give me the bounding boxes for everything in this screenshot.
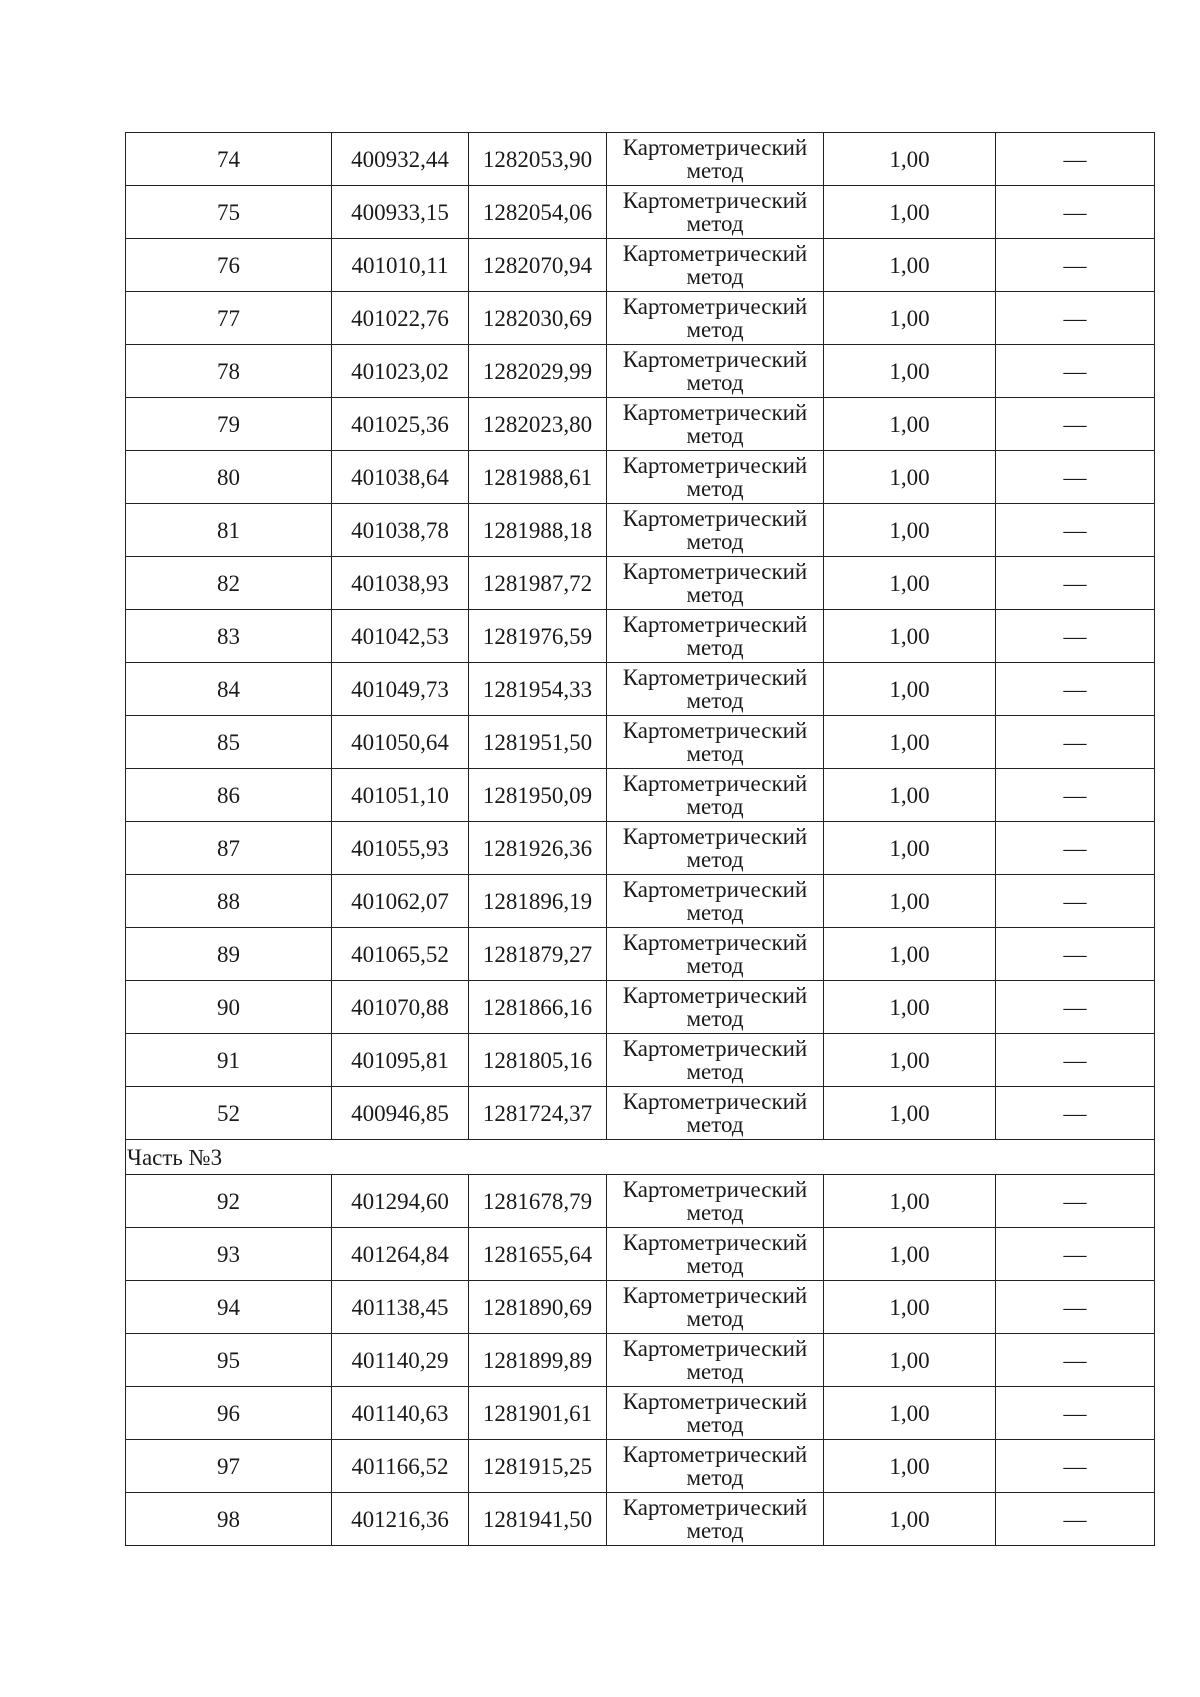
- point-number-cell: 92: [126, 1175, 332, 1228]
- point-number-cell: 84: [126, 663, 332, 716]
- table-row: [126, 1087, 1155, 1140]
- description-cell: —: [996, 1493, 1155, 1546]
- method-line-2: метод: [686, 158, 744, 183]
- method-line-1: Картометрический: [622, 400, 808, 425]
- method-line-2: метод: [686, 1412, 744, 1437]
- description-cell: —: [996, 1440, 1155, 1493]
- y-coordinate-cell: 1282053,90: [469, 133, 607, 186]
- method-line-1: Картометрический: [622, 930, 808, 955]
- method-cell: [607, 610, 824, 663]
- method-line-2: метод: [686, 582, 744, 607]
- description-cell: —: [996, 1087, 1155, 1140]
- method-line-2: метод: [686, 794, 744, 819]
- method-line-1: Картометрический: [622, 1336, 808, 1361]
- y-coordinate-cell: 1281988,18: [469, 504, 607, 557]
- method-line-2: метод: [686, 370, 744, 395]
- table-row: [126, 504, 1155, 557]
- y-coordinate-cell: 1281901,61: [469, 1387, 607, 1440]
- description-cell: —: [996, 1175, 1155, 1228]
- method-cell: [607, 981, 824, 1034]
- y-coordinate-cell: 1281988,61: [469, 451, 607, 504]
- precision-cell: 1,00: [824, 1334, 996, 1387]
- description-cell: —: [996, 239, 1155, 292]
- table-row: [126, 1334, 1155, 1387]
- x-coordinate-cell: 401095,81: [332, 1034, 469, 1087]
- method-line-1: Картометрический: [622, 718, 808, 743]
- description-cell: —: [996, 133, 1155, 186]
- table-row: [126, 1493, 1155, 1546]
- x-coordinate-cell: 401062,07: [332, 875, 469, 928]
- y-coordinate-cell: 1281890,69: [469, 1281, 607, 1334]
- x-coordinate-cell: 400932,44: [332, 133, 469, 186]
- table-row: [126, 981, 1155, 1034]
- method-line-1: Картометрический: [622, 135, 808, 160]
- coordinates-table-body: [126, 133, 1155, 1546]
- y-coordinate-cell: 1281951,50: [469, 716, 607, 769]
- method-line-2: метод: [686, 317, 744, 342]
- method-line-2: метод: [686, 688, 744, 713]
- method-line-2: метод: [686, 264, 744, 289]
- point-number-cell: 83: [126, 610, 332, 663]
- description-cell: —: [996, 1228, 1155, 1281]
- description-cell: —: [996, 769, 1155, 822]
- y-coordinate-cell: 1281899,89: [469, 1334, 607, 1387]
- x-coordinate-cell: 401055,93: [332, 822, 469, 875]
- method-cell: [607, 186, 824, 239]
- y-coordinate-cell: 1281805,16: [469, 1034, 607, 1087]
- method-line-1: Картометрический: [622, 824, 808, 849]
- table-row: [126, 345, 1155, 398]
- description-cell: —: [996, 610, 1155, 663]
- point-number-cell: 78: [126, 345, 332, 398]
- method-cell: [607, 292, 824, 345]
- table-row: [126, 769, 1155, 822]
- y-coordinate-cell: 1281879,27: [469, 928, 607, 981]
- method-cell: [607, 1175, 824, 1228]
- x-coordinate-cell: 401038,78: [332, 504, 469, 557]
- point-number-cell: 91: [126, 1034, 332, 1087]
- method-line-2: метод: [686, 900, 744, 925]
- method-line-1: Картометрический: [622, 559, 808, 584]
- x-coordinate-cell: 401025,36: [332, 398, 469, 451]
- description-cell: —: [996, 875, 1155, 928]
- point-number-cell: 74: [126, 133, 332, 186]
- table-row: [126, 1034, 1155, 1087]
- method-line-2: метод: [686, 741, 744, 766]
- table-row: [126, 292, 1155, 345]
- description-cell: —: [996, 981, 1155, 1034]
- method-cell: [607, 345, 824, 398]
- y-coordinate-cell: 1281915,25: [469, 1440, 607, 1493]
- x-coordinate-cell: 401022,76: [332, 292, 469, 345]
- description-cell: —: [996, 504, 1155, 557]
- method-line-1: Картометрический: [622, 771, 808, 796]
- method-line-1: Картометрический: [622, 1089, 808, 1114]
- point-number-cell: 81: [126, 504, 332, 557]
- method-cell: [607, 239, 824, 292]
- precision-cell: 1,00: [824, 1087, 996, 1140]
- point-number-cell: 85: [126, 716, 332, 769]
- method-line-2: метод: [686, 1059, 744, 1084]
- method-line-2: метод: [686, 476, 744, 501]
- precision-cell: 1,00: [824, 1228, 996, 1281]
- x-coordinate-cell: 401138,45: [332, 1281, 469, 1334]
- method-cell: [607, 1440, 824, 1493]
- y-coordinate-cell: 1281655,64: [469, 1228, 607, 1281]
- x-coordinate-cell: 401049,73: [332, 663, 469, 716]
- method-line-2: метод: [686, 529, 744, 554]
- x-coordinate-cell: 401070,88: [332, 981, 469, 1034]
- method-line-1: Картометрический: [622, 1389, 808, 1414]
- description-cell: —: [996, 186, 1155, 239]
- description-cell: —: [996, 928, 1155, 981]
- x-coordinate-cell: 400946,85: [332, 1087, 469, 1140]
- precision-cell: 1,00: [824, 239, 996, 292]
- precision-cell: 1,00: [824, 663, 996, 716]
- precision-cell: 1,00: [824, 769, 996, 822]
- point-number-cell: 97: [126, 1440, 332, 1493]
- point-number-cell: 79: [126, 398, 332, 451]
- point-number-cell: 87: [126, 822, 332, 875]
- description-cell: —: [996, 1334, 1155, 1387]
- x-coordinate-cell: 400933,15: [332, 186, 469, 239]
- description-cell: —: [996, 398, 1155, 451]
- method-line-1: Картометрический: [622, 1495, 808, 1520]
- point-number-cell: 88: [126, 875, 332, 928]
- method-line-1: Картометрический: [622, 1442, 808, 1467]
- x-coordinate-cell: 401140,63: [332, 1387, 469, 1440]
- y-coordinate-cell: 1281976,59: [469, 610, 607, 663]
- description-cell: —: [996, 663, 1155, 716]
- point-number-cell: 77: [126, 292, 332, 345]
- method-cell: [607, 1034, 824, 1087]
- precision-cell: 1,00: [824, 398, 996, 451]
- method-cell: [607, 822, 824, 875]
- x-coordinate-cell: 401042,53: [332, 610, 469, 663]
- precision-cell: 1,00: [824, 1493, 996, 1546]
- method-line-1: Картометрический: [622, 506, 808, 531]
- method-line-1: Картометрический: [622, 347, 808, 372]
- description-cell: —: [996, 716, 1155, 769]
- x-coordinate-cell: 401023,02: [332, 345, 469, 398]
- y-coordinate-cell: 1281866,16: [469, 981, 607, 1034]
- y-coordinate-cell: 1281926,36: [469, 822, 607, 875]
- point-number-cell: 86: [126, 769, 332, 822]
- y-coordinate-cell: 1281678,79: [469, 1175, 607, 1228]
- precision-cell: 1,00: [824, 1175, 996, 1228]
- table-row: [126, 663, 1155, 716]
- method-line-1: Картометрический: [622, 294, 808, 319]
- precision-cell: 1,00: [824, 504, 996, 557]
- precision-cell: 1,00: [824, 1387, 996, 1440]
- precision-cell: 1,00: [824, 981, 996, 1034]
- x-coordinate-cell: 401038,64: [332, 451, 469, 504]
- table-row: [126, 1228, 1155, 1281]
- method-line-1: Картометрический: [622, 1177, 808, 1202]
- method-line-2: метод: [686, 1006, 744, 1031]
- table-row: [126, 1175, 1155, 1228]
- method-line-1: Картометрический: [622, 983, 808, 1008]
- precision-cell: 1,00: [824, 610, 996, 663]
- table-row: [126, 1387, 1155, 1440]
- point-number-cell: 93: [126, 1228, 332, 1281]
- x-coordinate-cell: 401140,29: [332, 1334, 469, 1387]
- point-number-cell: 89: [126, 928, 332, 981]
- section-header-row: [126, 1140, 1155, 1175]
- x-coordinate-cell: 401051,10: [332, 769, 469, 822]
- method-line-1: Картометрический: [622, 1283, 808, 1308]
- point-number-cell: 96: [126, 1387, 332, 1440]
- method-cell: [607, 1281, 824, 1334]
- precision-cell: 1,00: [824, 451, 996, 504]
- method-line-1: Картометрический: [622, 612, 808, 637]
- table-row: [126, 186, 1155, 239]
- method-line-2: метод: [686, 1112, 744, 1137]
- point-number-cell: 90: [126, 981, 332, 1034]
- precision-cell: 1,00: [824, 928, 996, 981]
- method-cell: [607, 875, 824, 928]
- section-label: Часть №3: [126, 1140, 1155, 1175]
- point-number-cell: 94: [126, 1281, 332, 1334]
- x-coordinate-cell: 401038,93: [332, 557, 469, 610]
- table-row: [126, 1440, 1155, 1493]
- description-cell: —: [996, 451, 1155, 504]
- y-coordinate-cell: 1281941,50: [469, 1493, 607, 1546]
- method-line-2: метод: [686, 1253, 744, 1278]
- point-number-cell: 75: [126, 186, 332, 239]
- y-coordinate-cell: 1281950,09: [469, 769, 607, 822]
- method-line-1: Картометрический: [622, 453, 808, 478]
- table-row: [126, 239, 1155, 292]
- table-row: [126, 875, 1155, 928]
- precision-cell: 1,00: [824, 1281, 996, 1334]
- description-cell: —: [996, 345, 1155, 398]
- table-row: [126, 928, 1155, 981]
- point-number-cell: 98: [126, 1493, 332, 1546]
- y-coordinate-cell: 1281954,33: [469, 663, 607, 716]
- table-row: [126, 1281, 1155, 1334]
- method-cell: [607, 1228, 824, 1281]
- x-coordinate-cell: 401264,84: [332, 1228, 469, 1281]
- table-row: [126, 133, 1155, 186]
- description-cell: —: [996, 822, 1155, 875]
- method-line-2: метод: [686, 1359, 744, 1384]
- precision-cell: 1,00: [824, 1440, 996, 1493]
- description-cell: —: [996, 292, 1155, 345]
- description-cell: —: [996, 1034, 1155, 1087]
- method-line-2: метод: [686, 211, 744, 236]
- method-cell: [607, 1087, 824, 1140]
- precision-cell: 1,00: [824, 186, 996, 239]
- table-row: [126, 822, 1155, 875]
- precision-cell: 1,00: [824, 345, 996, 398]
- precision-cell: 1,00: [824, 557, 996, 610]
- x-coordinate-cell: 401050,64: [332, 716, 469, 769]
- method-line-1: Картометрический: [622, 665, 808, 690]
- y-coordinate-cell: 1282070,94: [469, 239, 607, 292]
- precision-cell: 1,00: [824, 716, 996, 769]
- y-coordinate-cell: 1281987,72: [469, 557, 607, 610]
- method-line-2: метод: [686, 1465, 744, 1490]
- y-coordinate-cell: 1281724,37: [469, 1087, 607, 1140]
- y-coordinate-cell: 1282029,99: [469, 345, 607, 398]
- point-number-cell: 76: [126, 239, 332, 292]
- method-cell: [607, 451, 824, 504]
- precision-cell: 1,00: [824, 822, 996, 875]
- method-line-1: Картометрический: [622, 1230, 808, 1255]
- method-cell: [607, 716, 824, 769]
- method-cell: [607, 769, 824, 822]
- method-line-1: Картометрический: [622, 241, 808, 266]
- y-coordinate-cell: 1282023,80: [469, 398, 607, 451]
- method-cell: [607, 504, 824, 557]
- method-cell: [607, 1493, 824, 1546]
- method-cell: [607, 557, 824, 610]
- x-coordinate-cell: 401216,36: [332, 1493, 469, 1546]
- method-cell: [607, 1387, 824, 1440]
- method-line-2: метод: [686, 847, 744, 872]
- x-coordinate-cell: 401010,11: [332, 239, 469, 292]
- table-row: [126, 451, 1155, 504]
- description-cell: —: [996, 1281, 1155, 1334]
- table-row: [126, 716, 1155, 769]
- precision-cell: 1,00: [824, 1034, 996, 1087]
- method-line-1: Картометрический: [622, 877, 808, 902]
- method-cell: [607, 133, 824, 186]
- table-row: [126, 557, 1155, 610]
- point-number-cell: 80: [126, 451, 332, 504]
- method-cell: [607, 928, 824, 981]
- method-cell: [607, 663, 824, 716]
- precision-cell: 1,00: [824, 875, 996, 928]
- table-row: [126, 398, 1155, 451]
- method-cell: [607, 1334, 824, 1387]
- method-cell: [607, 398, 824, 451]
- method-line-1: Картометрический: [622, 188, 808, 213]
- x-coordinate-cell: 401065,52: [332, 928, 469, 981]
- y-coordinate-cell: 1282030,69: [469, 292, 607, 345]
- method-line-2: метод: [686, 953, 744, 978]
- method-line-2: метод: [686, 1518, 744, 1543]
- method-line-2: метод: [686, 1200, 744, 1225]
- description-cell: —: [996, 557, 1155, 610]
- method-line-2: метод: [686, 635, 744, 660]
- precision-cell: 1,00: [824, 133, 996, 186]
- x-coordinate-cell: 401294,60: [332, 1175, 469, 1228]
- method-line-2: метод: [686, 423, 744, 448]
- x-coordinate-cell: 401166,52: [332, 1440, 469, 1493]
- method-line-1: Картометрический: [622, 1036, 808, 1061]
- method-line-2: метод: [686, 1306, 744, 1331]
- point-number-cell: 95: [126, 1334, 332, 1387]
- point-number-cell: 82: [126, 557, 332, 610]
- y-coordinate-cell: 1281896,19: [469, 875, 607, 928]
- table-row: [126, 610, 1155, 663]
- precision-cell: 1,00: [824, 292, 996, 345]
- point-number-cell: 52: [126, 1087, 332, 1140]
- y-coordinate-cell: 1282054,06: [469, 186, 607, 239]
- coordinates-table: [125, 132, 1155, 1546]
- description-cell: —: [996, 1387, 1155, 1440]
